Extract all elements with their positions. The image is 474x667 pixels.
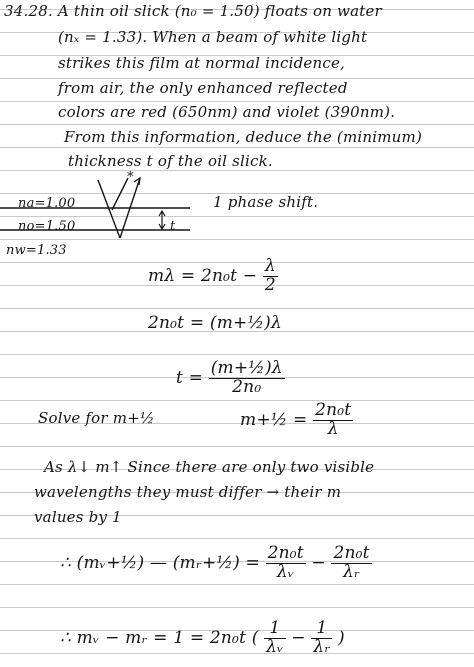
solve-lhs: m+½ = [240, 409, 308, 430]
equation-4-den-1: λᵥ [276, 561, 295, 582]
equation-1-lhs: mλ = 2n₀t − [148, 265, 258, 286]
label-na: na=1.00 [18, 196, 76, 211]
equation-5-num-2: 1 [311, 620, 332, 639]
equation-4 [60, 545, 372, 582]
problem-line-2: (nₓ = 1.33). When a beam of white light [58, 28, 368, 46]
equation-5-lhs: mᵥ − mᵣ = 1 = 2n₀t ( [76, 627, 259, 648]
equation-5-fraction-2 [311, 620, 332, 657]
phase-star: * [127, 170, 134, 185]
equation-5-fraction-1 [264, 620, 286, 657]
problem-line-6: From this information, deduce the (minimum) [64, 128, 422, 146]
label-t: t [170, 219, 176, 234]
equation-2: 2n₀t = (m+½)λ [148, 313, 282, 333]
solve-fraction [313, 402, 353, 439]
arrowhead-icon [134, 178, 140, 185]
equation-4-lhs: (mᵥ+½) — (mᵣ+½) = [76, 552, 260, 573]
reasoning-line-3: values by 1 [34, 508, 122, 526]
label-no: no=1.50 [18, 219, 76, 234]
equation-1-num: λ [263, 258, 278, 277]
equation-1-den: 2 [264, 274, 276, 295]
solve-num: 2n₀t [315, 400, 352, 420]
equation-3-fraction [209, 360, 285, 397]
equation-1 [148, 258, 278, 295]
reflected-ray-top [112, 178, 128, 210]
equation-4-num-2: 2n₀t [333, 543, 370, 563]
equation-4-fraction-1 [266, 545, 306, 582]
equation-5-prefix: ∴ [60, 627, 72, 648]
problem-line-3: strikes this film at normal incidence, [58, 54, 345, 72]
equation-4-minus: − [311, 552, 326, 573]
equation-1-fraction [263, 258, 278, 295]
equation-5 [60, 620, 345, 657]
label-nw: nw=1.33 [6, 243, 67, 258]
solve-den: λ [327, 418, 339, 439]
problem-line-5: colors are red (650nm) and violet (390nm). [58, 103, 396, 121]
solve-equation [240, 402, 353, 439]
equation-4-prefix: ∴ [60, 552, 72, 573]
problem-line-7: thickness t of the oil slick. [68, 152, 273, 170]
equation-3 [176, 360, 285, 397]
solve-for-label: Solve for m+½ [38, 409, 155, 427]
equation-4-num-1: 2n₀t [267, 543, 304, 563]
problem-line-4: from air, the only enhanced reflected [58, 79, 348, 97]
equation-3-lhs: t = [176, 367, 204, 388]
equation-5-num-1: 1 [264, 620, 286, 639]
equation-3-num: (m+½)λ [210, 358, 283, 378]
equation-5-den-2: λᵣ [313, 636, 331, 657]
problem-line-1: 34.28. A thin oil slick (n₀ = 1.50) floats on water [4, 2, 382, 20]
reasoning-line-2: wavelengths they must differ → their m [34, 483, 342, 501]
equation-4-fraction-2 [331, 545, 371, 582]
reasoning-line-1: As λ↓ m↑ Since there are only two visible [44, 458, 375, 476]
equation-5-close: ) [338, 627, 345, 648]
equation-3-den: 2n₀ [232, 376, 262, 397]
equation-5-den-1: λᵥ [266, 636, 284, 657]
phase-shift-note: 1 phase shift. [213, 193, 319, 211]
equation-4-den-2: λᵣ [343, 561, 361, 582]
equation-5-minus: − [291, 627, 306, 648]
